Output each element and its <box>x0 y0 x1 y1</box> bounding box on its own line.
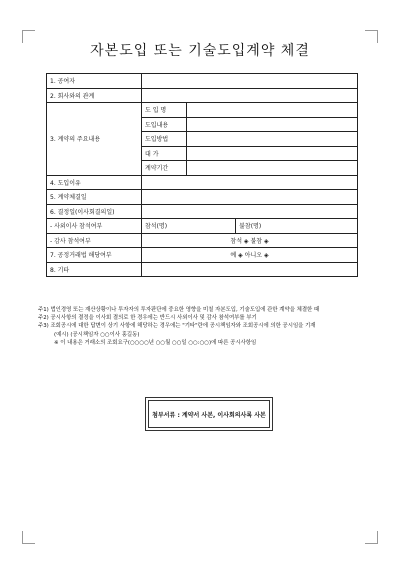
footnote-3-example: (예시) (공시책임자 ○○이사 홍길동) <box>54 331 140 338</box>
row-label-contract-date: 5. 계약체결일 <box>47 190 142 205</box>
footnote-3-note: ※ 이 내용은 거래소의 조회요구(○○○○년 ○○월 ○○일 ○○:○○)에 따른 공시사항임 <box>54 339 257 346</box>
disclosure-form-table <box>46 73 358 277</box>
table-row <box>47 248 358 263</box>
footnote-3: 주3) 조회공시에 대한 답변이 상기 사항에 해당하는 경우에는 "기타"란에 공시책임자와 조회공시에 의한 공시임을 기재 <box>38 323 316 330</box>
row-label-auditor: - 감사 참석여부 <box>47 233 142 248</box>
table-row <box>47 219 358 234</box>
row-label-outside-director: - 사외이사 참석여부 <box>47 219 142 234</box>
absent-count-label[interactable]: 불참(명) <box>236 219 358 234</box>
table-row <box>47 88 358 103</box>
table-row <box>47 74 358 89</box>
table-row <box>47 233 358 248</box>
footnote-1: 주1) 법인경영 또는 재산상황이나 투자자의 투자판단에 중요한 영향을 미칠 자본도입, 기술도입에 관한 계약을 체결한 때 <box>38 307 320 313</box>
page-title: 자본도입 또는 기술도입계약 체결 <box>90 43 310 59</box>
table-row <box>47 190 358 205</box>
value-cell[interactable] <box>187 132 358 147</box>
attachment-box: 첨부서류 : 계약서 사본, 이사회의사록 사본 <box>148 400 270 428</box>
footnotes <box>38 306 368 347</box>
fair-trade-options[interactable]: 예 ◈ 아니오 ◈ <box>142 248 358 263</box>
value-cell[interactable] <box>187 117 358 132</box>
value-cell[interactable] <box>142 190 358 205</box>
present-count-label[interactable]: 참석(명) <box>142 219 236 234</box>
table-row <box>47 175 358 190</box>
sub-label-content: 도입내용 <box>142 117 187 132</box>
auditor-attendance-options[interactable]: 참석 ◈ 불참 ◈ <box>142 233 358 248</box>
table-row <box>47 204 358 219</box>
row-label-grantor: 1. 공여자 <box>47 74 142 89</box>
footnote-2: 주2) 공시사항의 결정을 이사회 결의로 한 경우에는 반드시 사외이사 및 감사 참석여부를 부기 <box>38 315 257 322</box>
row-label-relationship: 2. 회사와의 관계 <box>47 88 142 103</box>
row-label-contract-main: 3. 계약의 주요내용 <box>47 103 142 176</box>
row-label-reason: 4. 도입이유 <box>47 175 142 190</box>
table-row <box>47 103 358 118</box>
crop-mark-bottom-right <box>365 531 378 544</box>
value-cell[interactable] <box>187 103 358 118</box>
table-row <box>47 262 358 277</box>
value-cell[interactable] <box>142 204 358 219</box>
sub-label-name: 도 입 명 <box>142 103 187 118</box>
sub-label-period: 계약기간 <box>142 161 187 176</box>
row-label-decision-date: 6. 결정일(이사회결의일) <box>47 204 142 219</box>
value-cell[interactable] <box>187 161 358 176</box>
value-cell[interactable] <box>187 146 358 161</box>
row-label-other: 8. 기타 <box>47 262 142 277</box>
value-cell[interactable] <box>142 175 358 190</box>
sub-label-method: 도입방법 <box>142 132 187 147</box>
value-cell[interactable] <box>142 74 358 89</box>
row-label-fair-trade: 7. 공정거래법 해당여부 <box>47 248 142 263</box>
crop-mark-bottom-left <box>22 531 35 544</box>
sub-label-consideration: 대 가 <box>142 146 187 161</box>
value-cell[interactable] <box>142 262 358 277</box>
value-cell[interactable] <box>142 88 358 103</box>
